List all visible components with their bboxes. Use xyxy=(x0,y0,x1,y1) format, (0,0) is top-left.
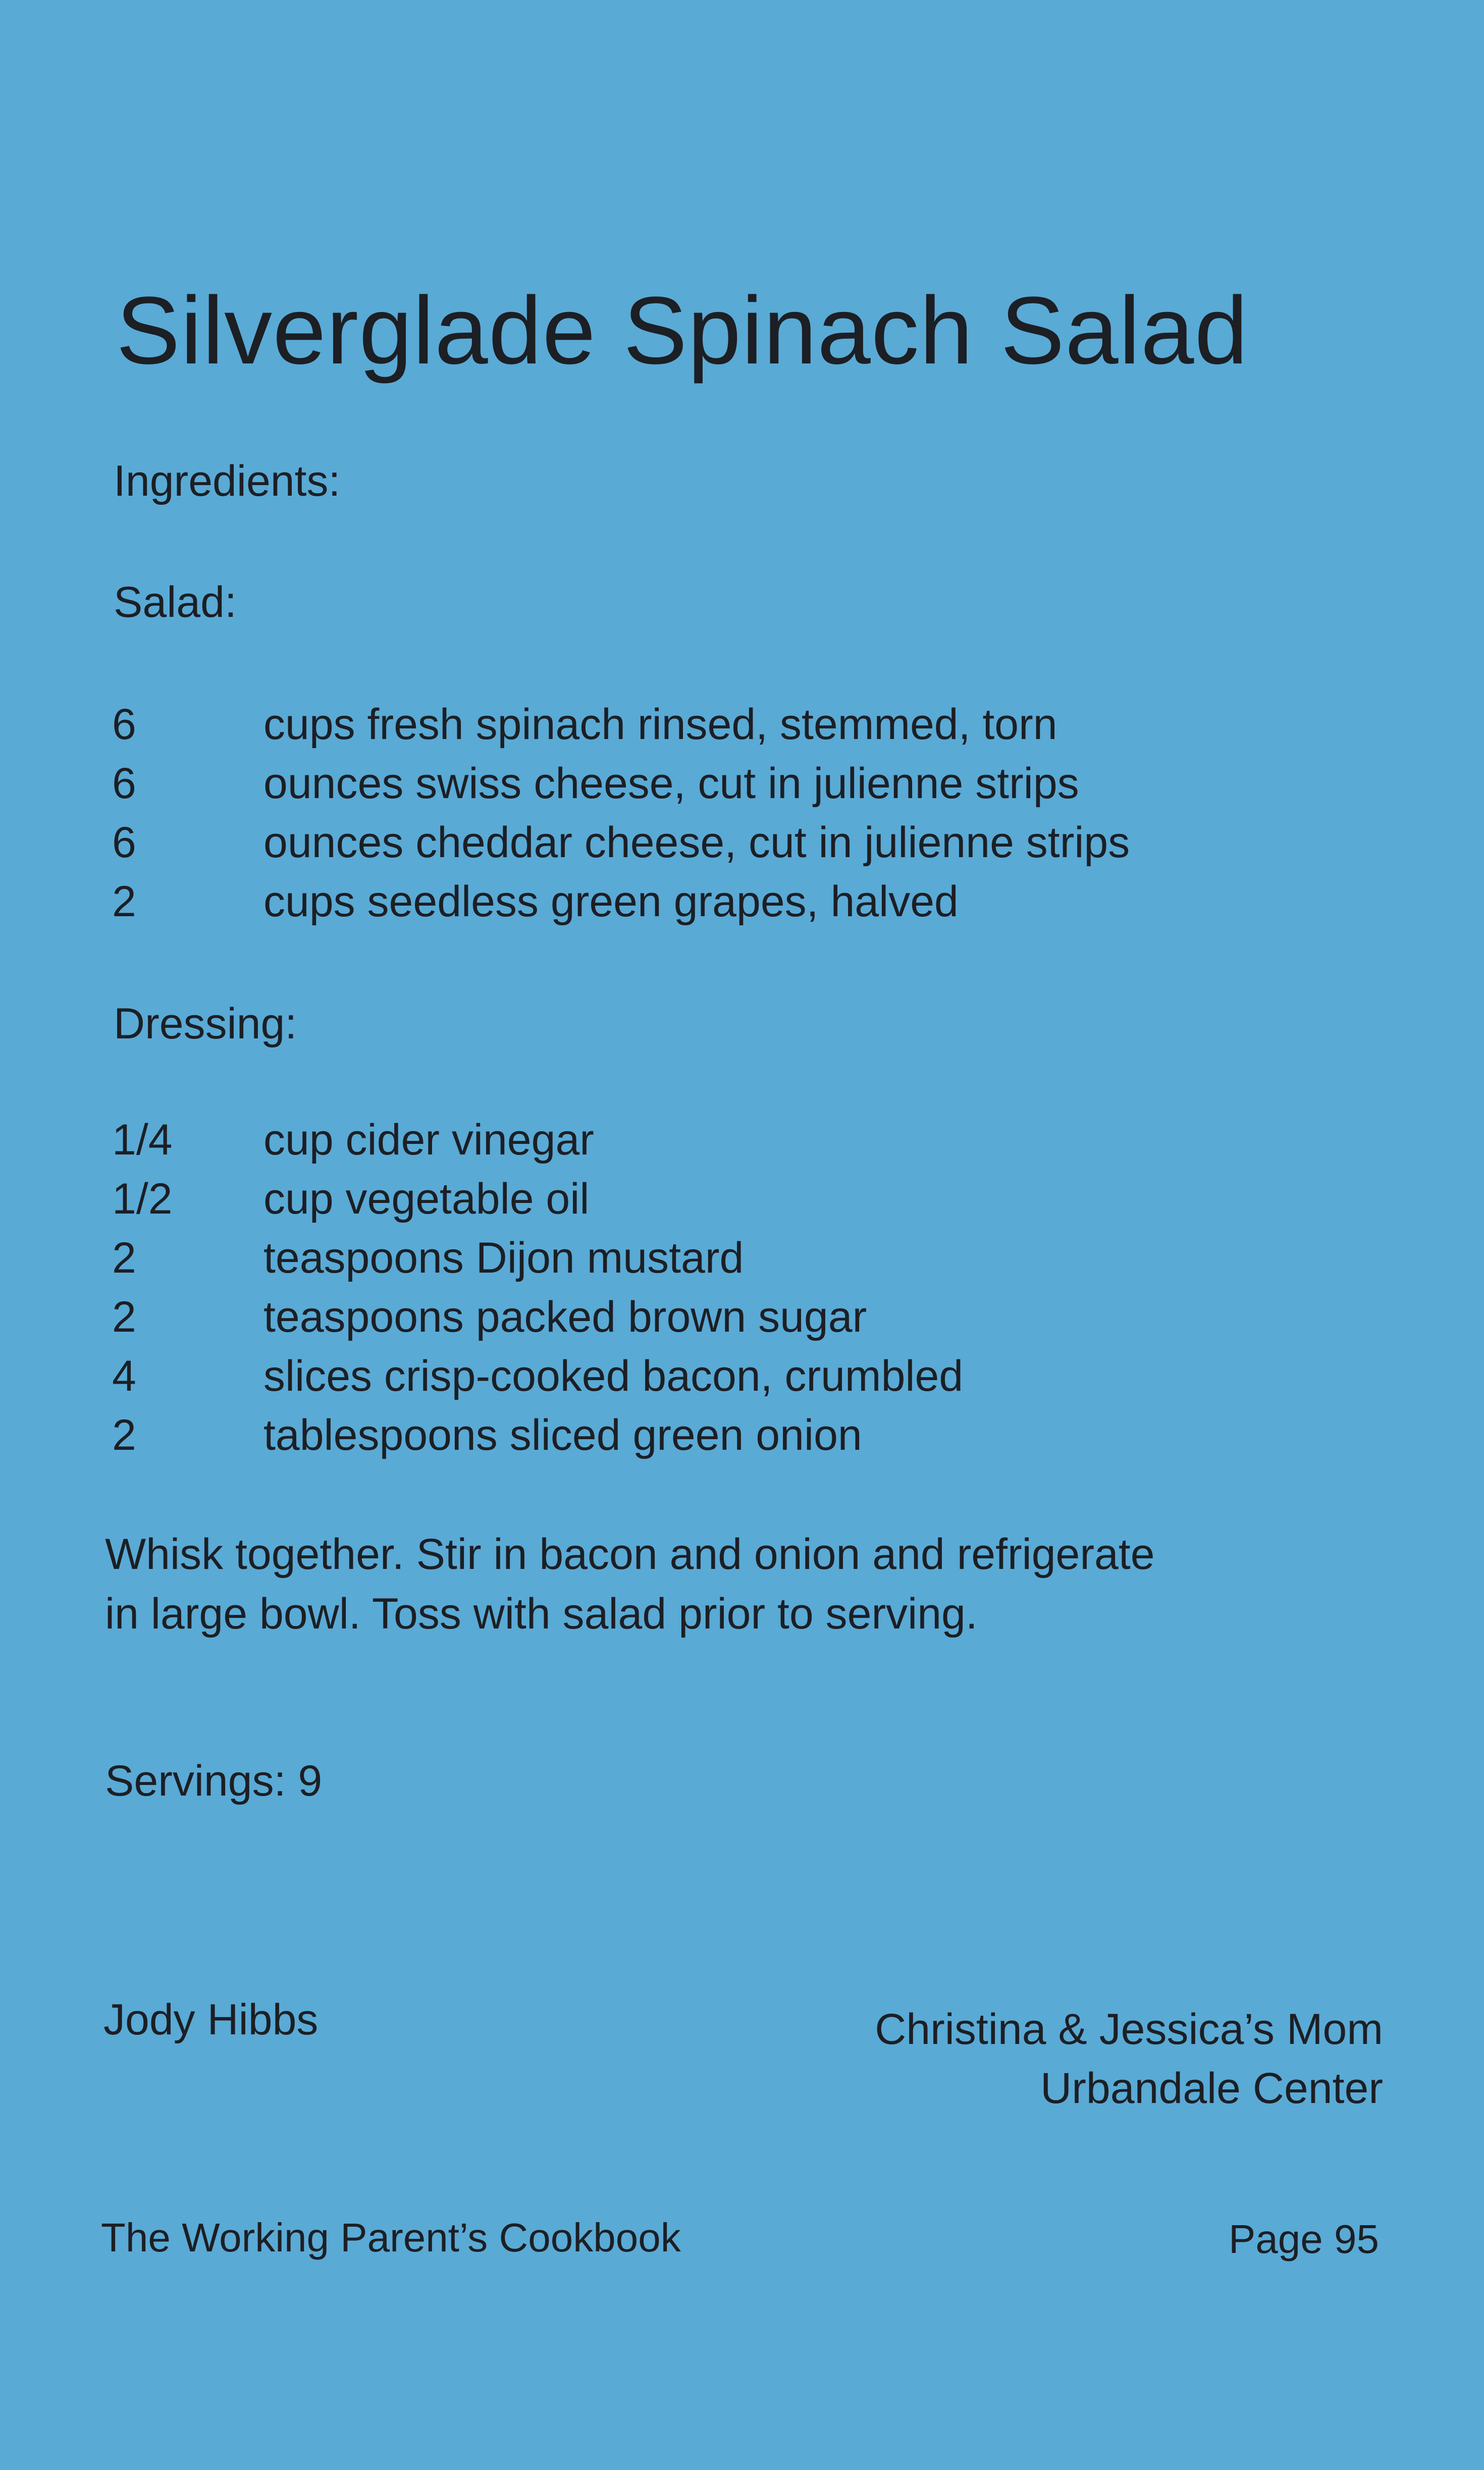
contributor-name: Jody Hibbs xyxy=(103,1995,319,2044)
salad-ingredient-list xyxy=(112,695,1130,931)
ingredient-row xyxy=(112,813,1130,872)
contributor-center: Urbandale Center xyxy=(1040,2064,1383,2113)
dressing-heading: Dressing: xyxy=(114,1000,297,1048)
ingredient-description: tablespoons sliced green onion xyxy=(263,1411,862,1459)
ingredient-description: slices crisp-cooked bacon, crumbled xyxy=(263,1352,964,1400)
recipe-title: Silverglade Spinach Salad xyxy=(116,277,1249,384)
ingredient-row xyxy=(112,1406,963,1465)
ingredient-row xyxy=(112,1347,963,1406)
ingredient-quantity: 2 xyxy=(112,1411,136,1459)
ingredient-quantity: 6 xyxy=(112,818,136,867)
ingredient-quantity: 4 xyxy=(112,1352,136,1400)
ingredient-row xyxy=(112,1170,963,1229)
instruction-line: in large bowl. Toss with salad prior to serving. xyxy=(105,1590,978,1638)
ingredient-description: cups fresh spinach rinsed, stemmed, torn xyxy=(263,700,1057,749)
ingredient-quantity: 2 xyxy=(112,877,136,926)
ingredient-row xyxy=(112,1288,963,1347)
ingredient-row xyxy=(112,1229,963,1288)
ingredient-quantity: 1/2 xyxy=(112,1175,173,1223)
ingredient-description: ounces swiss cheese, cut in julienne strips xyxy=(263,759,1079,808)
ingredient-quantity: 2 xyxy=(112,1234,136,1282)
ingredient-row xyxy=(112,695,1130,754)
ingredient-quantity: 6 xyxy=(112,759,136,808)
book-title: The Working Parent’s Cookbook xyxy=(101,2215,681,2260)
ingredient-row xyxy=(112,1111,963,1170)
contributor-relation: Christina & Jessica’s Mom xyxy=(875,2005,1383,2054)
salad-heading: Salad: xyxy=(114,578,237,626)
ingredient-description: cups seedless green grapes, halved xyxy=(263,877,959,926)
ingredient-description: teaspoons Dijon mustard xyxy=(263,1234,744,1282)
ingredient-description: ounces cheddar cheese, cut in julienne strips xyxy=(263,818,1130,867)
ingredient-row xyxy=(112,754,1130,813)
servings: Servings: 9 xyxy=(105,1757,323,1805)
ingredient-quantity: 2 xyxy=(112,1293,136,1341)
ingredient-description: cup vegetable oil xyxy=(263,1175,590,1223)
dressing-ingredient-list xyxy=(112,1111,963,1465)
contributor-affiliation xyxy=(875,2000,1383,2118)
ingredient-quantity: 6 xyxy=(112,700,136,749)
ingredient-row xyxy=(112,872,1130,931)
ingredient-quantity: 1/4 xyxy=(112,1116,173,1164)
instruction-line: Whisk together. Stir in bacon and onion and refrigerate xyxy=(105,1530,1155,1579)
ingredients-heading: Ingredients: xyxy=(114,457,341,505)
instructions xyxy=(105,1525,1397,1644)
ingredient-description: cup cider vinegar xyxy=(263,1116,594,1164)
ingredient-description: teaspoons packed brown sugar xyxy=(263,1293,867,1341)
page-number: Page 95 xyxy=(1228,2217,1379,2262)
